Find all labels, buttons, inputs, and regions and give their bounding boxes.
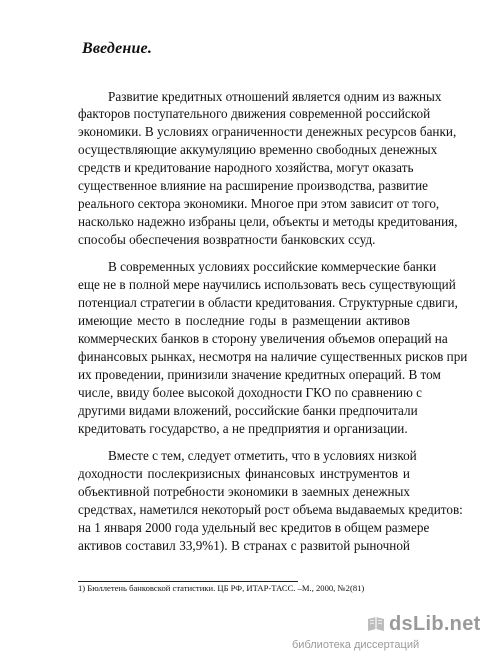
paragraph-3-line-2: доходности послекризисных финансовых инструментов и xyxy=(78,466,410,481)
paragraph-1-line-7: реального сектора экономики. Многое при этом зависит от того, xyxy=(78,196,440,211)
footnote: 1) Бюллетень банковской статистики. ЦБ РФ, ИТАР-ТАСС. –М., 2000, №2(81) xyxy=(78,583,365,593)
paragraph-2-line-6: финансовых рынках, несмотря на наличие существенных рисков при xyxy=(78,349,468,364)
paragraph-1-line-4: осуществляющие аккумуляцию временно свободных денежных xyxy=(78,142,438,157)
paragraph-3-line-5: на 1 января 2000 года удельный вес кредитов в общем размере xyxy=(78,520,430,535)
paragraph-2-line-7: их проведении, принизили значение кредитных операций. В том xyxy=(78,367,441,382)
paragraph-1-line-3: экономики. В условиях ограниченности денежных ресурсов банки, xyxy=(78,124,457,139)
paragraph-3-line-1: Вместе с тем, следует отметить, что в условиях низкой xyxy=(108,448,417,463)
paragraph-2-line-3: потенциал стратегии в области кредитования. Структурные сдвиги, xyxy=(78,295,458,310)
paragraph-1-line-8: насколько надежно избраны цели, объекты и методы кредитования, xyxy=(78,214,458,229)
paragraph-2-line-8: числе, ввиду более высокой доходности ГКО по сравнению с xyxy=(78,385,422,400)
paragraph-1-line-6: существенное влияние на расширение производства, развитие xyxy=(78,178,429,193)
paragraph-2-line-1: В современных условиях российские коммерческие банки xyxy=(108,259,437,274)
watermark-subtitle: библиотека диссертаций xyxy=(292,639,420,651)
book-icon xyxy=(366,614,386,634)
paragraph-2-line-10: кредитовать государство, а не предприятия и организации. xyxy=(78,421,408,436)
paragraph-1-line-9: способы обеспечения возвратности банковских ссуд. xyxy=(78,232,376,247)
paragraph-3-line-3: объективной потребности экономики в заемных денежных xyxy=(78,484,410,499)
paragraph-2-line-2: еще не в полной мере научились использовать весь существующий xyxy=(78,277,456,292)
paragraph-3-line-4: средствах, наметился некоторый рост объема выдаваемых кредитов: xyxy=(78,502,463,517)
paragraph-2-line-9: другими видами вложений, российские банки предпочитали xyxy=(78,403,418,418)
paragraph-1-line-1: Развитие кредитных отношений является одним из важных xyxy=(108,89,442,104)
paragraph-3-line-6: активов составил 33,9%1). В странах с развитой рыночной xyxy=(78,538,410,553)
paragraph-1-line-5: средств и кредитование народного хозяйства, могут оказать xyxy=(78,160,414,175)
paragraph-2-line-5: коммерческих банков в сторону увеличения объемов операций на xyxy=(78,331,448,346)
section-heading: Введение. xyxy=(82,40,153,57)
footnote-divider xyxy=(78,581,298,582)
paragraph-1-line-2: факторов поступательного движения современной российской xyxy=(78,106,431,121)
watermark-logo-text: dsLib.net xyxy=(389,613,481,635)
paragraph-2-line-4: имеющие место в последние годы в размещении активов xyxy=(78,313,410,328)
